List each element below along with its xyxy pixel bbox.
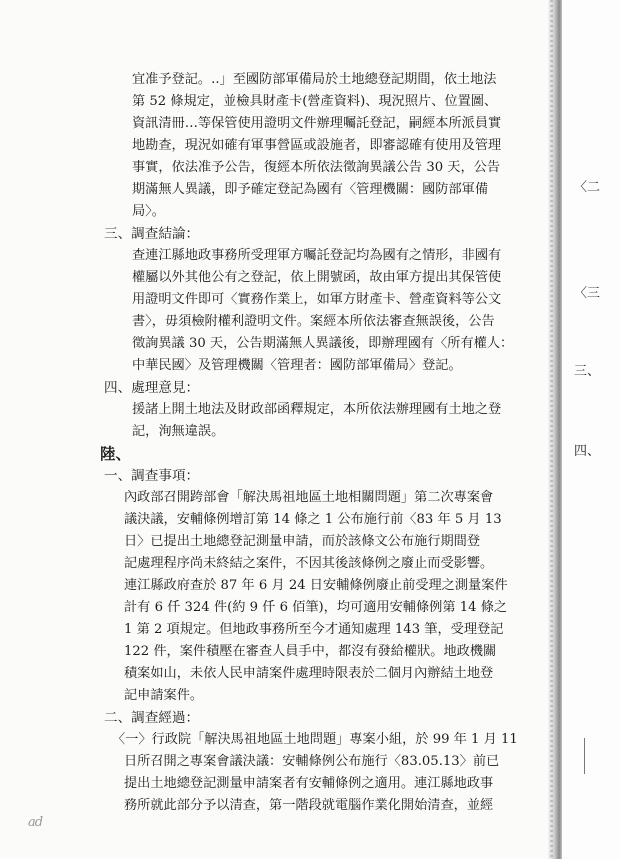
section-heading: 四、處理意見：	[104, 380, 200, 396]
section-heading: 一、調查事項：	[104, 468, 200, 484]
text-line: 記處理程序尚未終結之案件，不因其後該條例之廢止而受影響。	[124, 556, 494, 571]
text-line: 查連江縣地政事務所受理軍方囑託登記均為國有之情形，非國有	[132, 248, 502, 263]
text-line: 連江縣政府查於 87 年 6 月 24 日安輔條例廢止前受理之測量案件	[124, 578, 508, 593]
text-line: 援諸上開土地法及財政部函釋規定，本所依法辦理國有土地之登	[132, 402, 502, 417]
text-line: 宜准予登記。..」至國防部軍備局於土地總登記期間，依土地法	[132, 72, 497, 87]
text-line: 積案如山，未依人民申請案件處理時限表於二個月內辦結土地登	[124, 666, 494, 681]
edge-mark	[584, 738, 585, 774]
page-mark: ad	[28, 815, 43, 830]
text-line: 第 52 條規定，並檢具財產卡(營產資料)、現況照片、位置圖、	[132, 94, 498, 109]
text-line: 〈一〉行政院「解決馬祖地區土地問題」專案小組，於 99 年 1 月 11	[112, 732, 518, 747]
section-heading: 二、調查經過：	[104, 710, 200, 726]
text-line: 1 第 2 項規定。但地政事務所至今才通知處理 143 筆，受理登記	[124, 622, 504, 637]
text-line: 權屬以外其他公有之登記，依上開號函，故由軍方提出其保管使	[132, 270, 502, 285]
text-line: 徵詢異議 30 天，公告期滿無人異議後，即辦理國有〈所有權人：	[132, 336, 514, 351]
text-line: 期滿無人異議，即予確定登記為國有〈管理機關：國防部軍備	[132, 182, 489, 197]
text-line: 內政部召開跨部會「解決馬祖地區土地相關問題」第二次專案會	[124, 490, 494, 505]
facing-page-mark: 〈三	[574, 286, 601, 301]
text-line: 122 件，案件積壓在審查人員手中，都沒有發給權狀。地政機關	[124, 644, 497, 659]
facing-page-mark: 四、	[574, 444, 601, 459]
text-line: 地勘查，現況如確有軍事營區或設施者，即審認確有使用及管理	[132, 138, 502, 153]
facing-page-mark: 〈二	[574, 180, 601, 195]
text-line: 記申請案件。	[124, 688, 204, 703]
text-line: 用證明文件即可〈實務作業上，如軍方財產卡、營產資料等公文	[132, 292, 502, 307]
text-line: 日〉已提出土地總登記測量申請，而於該條文公布施行期間登	[124, 534, 481, 549]
book-spine-shadow	[548, 0, 562, 859]
text-line: 提出土地總登記測量申請案者有安輔條例之適用。連江縣地政事	[124, 776, 494, 791]
chapter-heading: 陸、	[100, 444, 132, 463]
facing-page-edge	[562, 0, 620, 859]
text-line: 計有 6 仟 324 件(約 9 仟 6 佰筆)，均可適用安輔條例第 14 條之	[124, 600, 508, 615]
text-line: 資訊清冊…等保管使用證明文件辦理囑託登記，嗣經本所派員實	[132, 116, 502, 131]
text-line: 日所召開之專案會議決議：安輔條例公布施行〈83.05.13〉前已	[124, 754, 500, 769]
text-line: 局〉。	[132, 204, 165, 219]
facing-page-mark: 三、	[574, 364, 601, 379]
text-line: 記，洵無違誤。	[132, 424, 225, 439]
text-line: 書〉，毋須檢附權利證明文件。案經本所依法審查無誤後，公告	[132, 314, 495, 329]
section-heading: 三、調查結論：	[104, 226, 200, 242]
text-line: 中華民國〉及管理機關〈管理者：國防部軍備局〉登記。	[132, 358, 462, 373]
text-line: 議決議，安輔條例增訂第 14 條之 1 公布施行前〈83 年 5 月 13	[124, 512, 502, 527]
text-line: 務所就此部分予以清查，第一階段就電腦作業化開始清查，並經	[124, 798, 494, 813]
text-line: 事實，依法准予公告，復經本所依法徵詢異議公告 30 天，公告	[132, 160, 501, 175]
